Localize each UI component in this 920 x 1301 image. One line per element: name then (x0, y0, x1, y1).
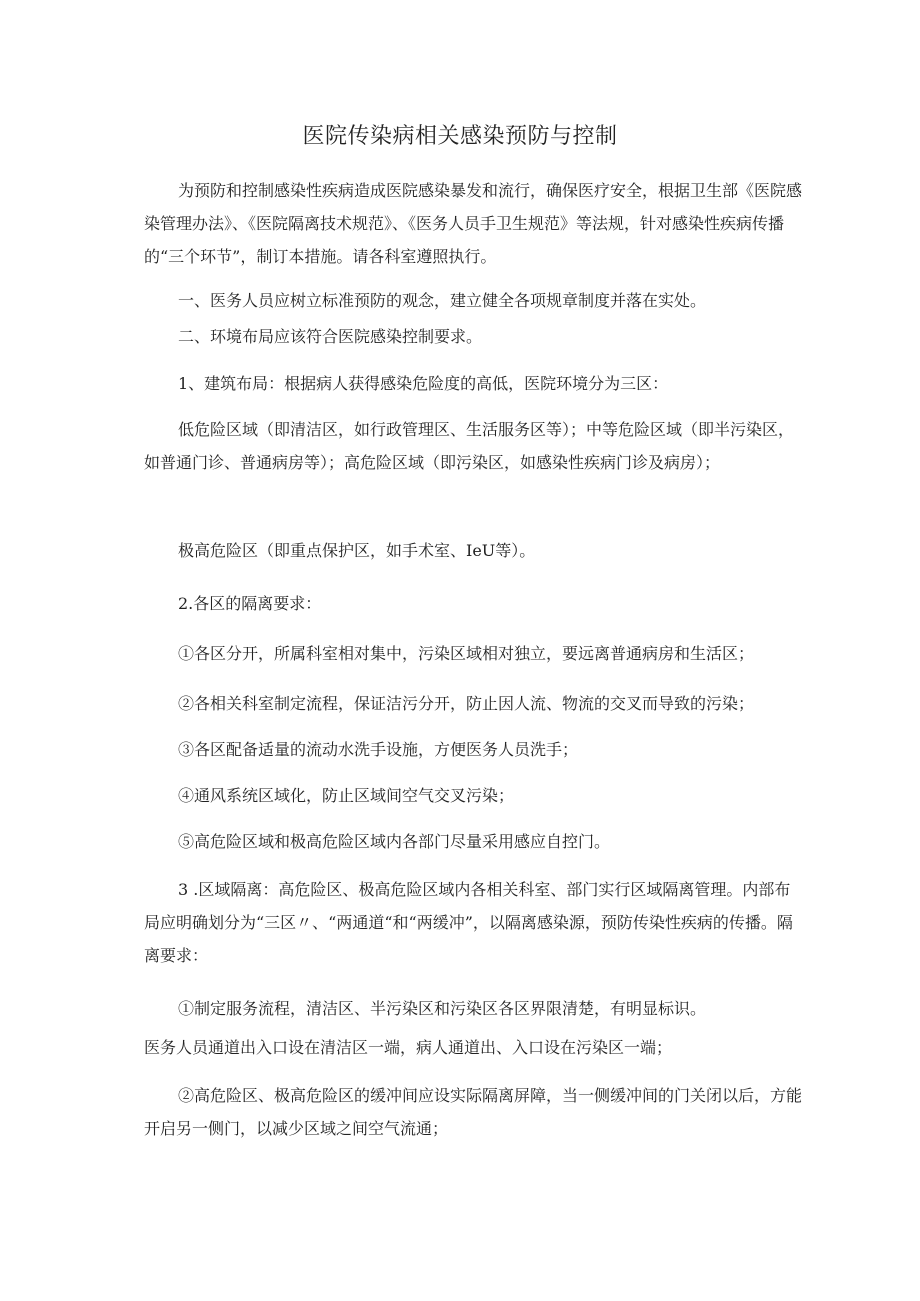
requirement-2: ②各相关科室制定流程，保证洁污分开，防止因人流、物流的交叉而导致的污染； (178, 694, 755, 713)
zone-isolation-text: 3 .区域隔离：高危险区、极高危险区域内各相关科室、部门实行区域隔离管理。内部布局应明确划分为“三区〃、“两通道“和“两缓冲”，以隔离感染源，预防传染性疾病的传播。隔离要求： (144, 880, 793, 965)
buffer-room-paragraph (144, 1079, 804, 1145)
section-2-heading: 二、环境布局应该符合医院感染控制要求。 (178, 327, 483, 346)
risk-zones-paragraph (144, 413, 804, 479)
highest-risk-zone-line: 极高危险区（即重点保护区，如手术室、IeU等）。 (178, 541, 536, 560)
requirement-4: ④通风系统区域化，防止区域间空气交叉污染； (178, 786, 515, 805)
intro-paragraph (144, 174, 804, 273)
risk-zones-text: 低危险区域（即清洁区，如行政管理区、生活服务区等）；中等危险区域（即半污染区，如普通门诊、普通病房等）；高危险区域（即污染区，如感染性疾病门诊及病房）； (144, 420, 795, 472)
document-title: 医院传染病相关感染预防与控制 (302, 124, 618, 149)
requirement-1: ①各区分开，所属科室相对集中，污染区域相对独立，要远离普通病房和生活区； (178, 644, 755, 663)
passage-entrances-line: 医务人员通道出入口设在清洁区一端，病人通道出、入口设在污染区一端； (144, 1038, 673, 1057)
isolation-requirements-heading: 2.各区的隔离要求： (178, 594, 322, 613)
zone-isolation-paragraph (144, 873, 804, 972)
requirement-3: ③各区配备适量的流动水洗手设施，方便医务人员洗手； (178, 740, 579, 759)
buffer-room-text: ②高危险区、极高危险区的缓冲间应设实际隔离屏障，当一侧缓冲间的门关闭以后，方能开启另一侧门，以减少区域之间空气流通； (144, 1086, 803, 1138)
section-1-heading: 一、医务人员应树立标准预防的观念，建立健全各项规章制度并落在实处。 (178, 291, 707, 310)
requirement-5: ⑤高危险区域和极高危险区域内各部门尽量采用感应自控门。 (178, 832, 611, 851)
building-layout-heading: 1、建筑布局：根据病人获得感染危险度的高低，医院环境分为三区： (178, 374, 669, 393)
intro-paragraph-text: 为预防和控制感染性疾病造成医院感染暴发和流行，确保医疗安全，根据卫生部《医院感染管理办法》、《医院隔离技术规范》、《医务人员手卫生规范》等法规，针对感染性疾病传播的“三个环节”，制订本措施。请各科室遵照执行。 (144, 181, 803, 266)
isolation-item-1: ①制定服务流程，清洁区、半污染区和污染区各区界限清楚，有明显标识。 (178, 999, 707, 1018)
